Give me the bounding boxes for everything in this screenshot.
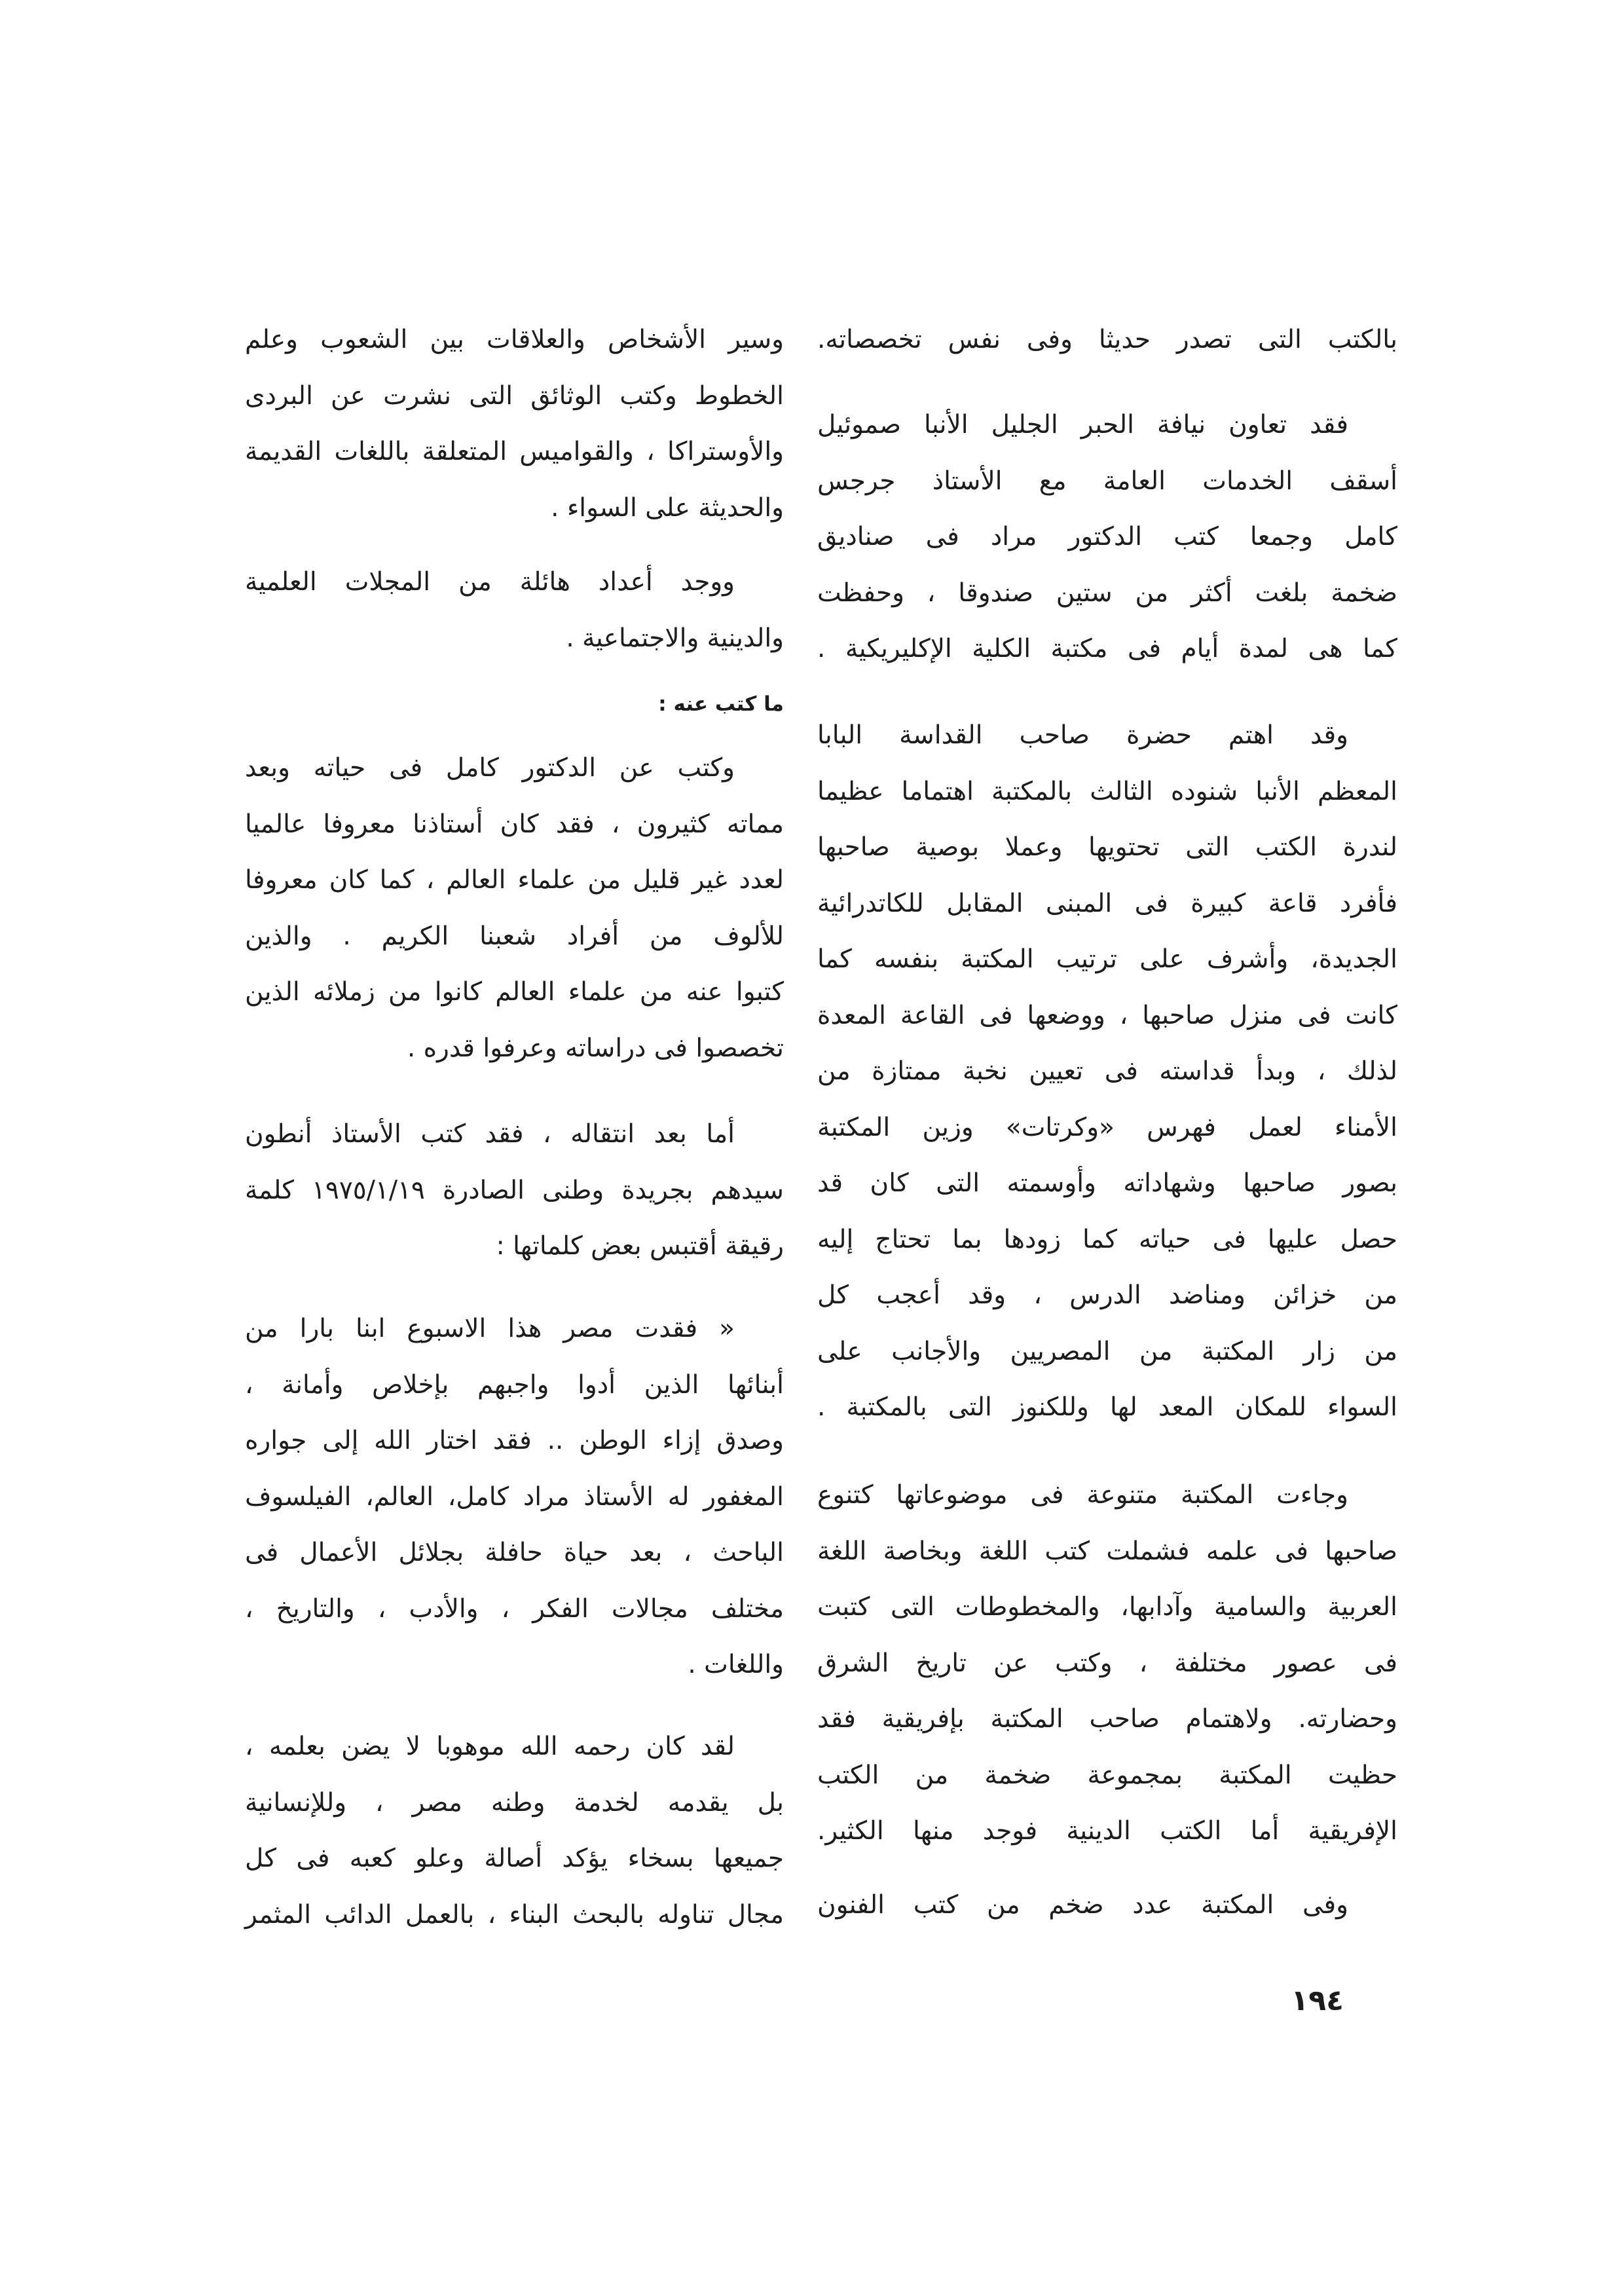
- text-line: مختلف مجالات الفكر ، والأدب ، والتاريخ ،: [245, 1594, 784, 1624]
- paragraph: [245, 312, 784, 536]
- text-line: مماته كثيرون ، فقد كان أستاذنا معروفا عالميا: [245, 809, 784, 839]
- text-line: الباحث ، بعد حياة حافلة بجلائل الأعمال فى: [245, 1538, 784, 1567]
- paragraph: [817, 397, 1397, 677]
- text-line: من زار المكتبة من المصريين والأجانب على: [817, 1336, 1397, 1366]
- paragraph: [817, 707, 1397, 1436]
- text-line: الإفريقية أما الكتب الدينية فوجد منها الكثير.: [817, 1816, 1397, 1846]
- text-line: بل يقدمه لخدمة وطنه مصر ، وللإنسانية: [245, 1787, 784, 1818]
- text-line: مجال تناوله بالبحث البناء ، بالعمل الدائب المثمر: [245, 1899, 784, 1930]
- text-line: المعظم الأنبا شنوده الثالث بالمكتبة اهتماما عظيما: [817, 776, 1397, 806]
- text-line: كانت فى منزل صاحبها ، ووضعها فى القاعة المعدة: [817, 1000, 1397, 1030]
- text-line: ووجد أعداد هائلة من المجلات العلمية: [245, 567, 735, 597]
- text-line: العربية والسامية وآدابها، والمخطوطات التى كتبت: [817, 1592, 1397, 1622]
- text-line: لندرة الكتب التى تحتويها وعملا بوصية صاحبها: [817, 832, 1397, 862]
- text-line: لذلك ، وبدأ قداسته فى تعيين نخبة ممتازة من: [817, 1056, 1397, 1086]
- paragraph: [245, 740, 784, 1076]
- paragraph: [817, 1467, 1397, 1859]
- text-line: أبنائها الذين أدوا واجبهم بإخلاص وأمانة ،: [245, 1370, 784, 1400]
- paragraph: [817, 312, 1397, 368]
- text-line: صاحبها فى علمه فشملت كتب اللغة وبخاصة اللغة: [817, 1536, 1397, 1566]
- text-line: كامل وجمعا كتب الدكتور مراد فى صناديق: [817, 522, 1397, 551]
- text-line: والدينية والاجتماعية .: [566, 623, 784, 653]
- text-line: فقد تعاون نيافة الحبر الجليل الأنبا صموئيل: [817, 410, 1348, 439]
- text-line: رقيقة أقتبس بعض كلماتها :: [496, 1231, 784, 1261]
- right-column: [817, 0, 1397, 2295]
- text-line: والأوستراكا ، والقواميس المتعلقة باللغات القديمة: [245, 437, 784, 466]
- text-line: بالكتب التى تصدر حديثا وفى نفس تخصصاته.: [817, 325, 1397, 354]
- text-line: لعدد غير قليل من علماء العالم ، كما كان معروفا: [245, 865, 784, 895]
- text-line: تخصصوا فى دراساته وعرفوا قدره .: [407, 1033, 784, 1063]
- text-line: الخطوط وكتب الوثائق التى نشرت عن البردى: [245, 381, 784, 411]
- page-number: ١٩٤: [1291, 1984, 1344, 2017]
- text-line: بصور صاحبها وشهاداته وأوسمته التى كان قد: [817, 1168, 1397, 1198]
- text-line: فى عصور مختلفة ، وكتب عن تاريخ الشرق: [817, 1648, 1397, 1678]
- text-line: لقد كان رحمه الله موهوبا لا يضن بعلمه ،: [245, 1732, 735, 1761]
- text-line: واللغات .: [688, 1650, 784, 1679]
- text-line: ضخمة بلغت أكثر من ستين صندوقا ، وحفظت: [817, 578, 1397, 608]
- left-column: [245, 0, 784, 2295]
- text-line: كتبوا عنه من علماء العالم كانوا من زملائه الذين: [245, 977, 784, 1007]
- text-line: أما بعد انتقاله ، فقد كتب الأستاذ أنطون: [245, 1119, 735, 1149]
- quote-paragraph: [245, 1719, 784, 1943]
- text-line: وقد اهتم حضرة صاحب القداسة البابا: [817, 720, 1348, 750]
- section-heading: ما كتب عنه :: [658, 692, 784, 716]
- text-line: أسقف الخدمات العامة مع الأستاذ جرجس: [817, 466, 1397, 496]
- text-line: الجديدة، وأشرف على ترتيب المكتبة بنفسه كما: [817, 944, 1397, 974]
- text-line: سيدهم بجريدة وطنى الصادرة ١٩٧٥/١/١٩ كلمة: [245, 1175, 784, 1205]
- text-line: وجاءت المكتبة متنوعة فى موضوعاتها كتنوع: [817, 1480, 1348, 1510]
- text-line: وحضارته. ولاهتمام صاحب المكتبة بإفريقية فقد: [817, 1704, 1397, 1734]
- text-line: الأمناء لعمل فهرس «وكرتات» وزين المكتبة: [817, 1112, 1397, 1142]
- text-line: وكتب عن الدكتور كامل فى حياته وبعد: [245, 753, 735, 783]
- text-line: للألوف من أفراد شعبنا الكريم . والذين: [245, 921, 784, 951]
- quote-paragraph: [245, 1301, 784, 1693]
- paragraph: [245, 554, 784, 666]
- paragraph: [817, 1877, 1397, 1933]
- text-line: وسير الأشخاص والعلاقات بين الشعوب وعلم: [245, 325, 784, 354]
- text-line: حظيت المكتبة بمجموعة ضخمة من الكتب: [817, 1760, 1397, 1790]
- text-line: المغفور له الأستاذ مراد كامل، العالم، الفيلسوف: [245, 1482, 784, 1512]
- text-line: فأفرد قاعة كبيرة فى المبنى المقابل للكاتدرائية: [817, 888, 1397, 918]
- text-line: جميعها بسخاء يؤكد أصالة وعلو كعبه فى كل: [245, 1844, 784, 1873]
- text-line: كما هى لمدة أيام فى مكتبة الكلية الإكليريكية .: [817, 634, 1397, 663]
- text-line: وفى المكتبة عدد ضخم من كتب الفنون: [817, 1890, 1348, 1920]
- text-line: من خزائن ومناضد الدرس ، وقد أعجب كل: [817, 1280, 1397, 1310]
- text-line: « فقدت مصر هذا الاسبوع ابنا بارا من: [245, 1314, 735, 1343]
- text-line: السواء للمكان المعد لها وللكنوز التى بالمكتبة .: [817, 1392, 1397, 1422]
- text-line: والحديثة على السواء .: [551, 493, 784, 523]
- text-line: وصدق إزاء الوطن .. فقد اختار الله إلى جواره: [245, 1426, 784, 1455]
- paragraph: [245, 1106, 784, 1275]
- text-line: حصل عليها فى حياته كما زودها بما تحتاج إليه: [817, 1224, 1397, 1254]
